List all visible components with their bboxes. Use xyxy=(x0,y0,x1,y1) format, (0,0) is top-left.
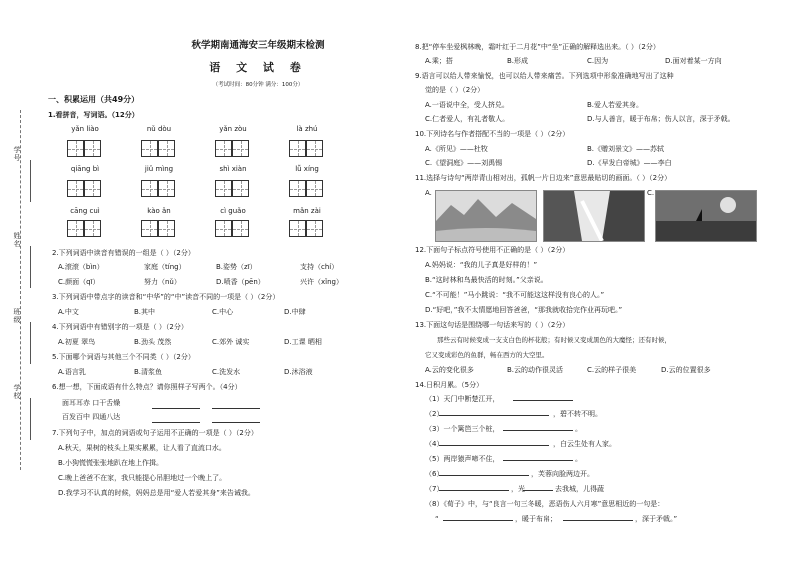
q3-option: C.中心 xyxy=(212,308,234,316)
q14-label: 14.日积月累。（5分） xyxy=(415,381,484,389)
writing-box[interactable] xyxy=(141,180,158,197)
section-heading: 一、积累运用（共49分） xyxy=(48,95,140,104)
q9-label: 9.语言可以给人带来愉悦，也可以给人带来痛苦。下列选项中形象准确地写出了这种 xyxy=(415,72,674,80)
q13-option: D.云的位置很多 xyxy=(661,366,711,374)
q5-label: 5.下面哪个词语与其他三个不同类（ ）（2分） xyxy=(52,353,195,361)
student-id-label: 学号 xyxy=(13,146,21,162)
q14-line: ，光 xyxy=(511,485,525,493)
writing-box[interactable] xyxy=(306,180,323,197)
q14-line: “ xyxy=(435,515,439,523)
q7-option: B.小狗慌慌张张地趴在地上作揖。 xyxy=(58,459,164,467)
writing-box[interactable] xyxy=(84,180,101,197)
q13-passage: 它又变成彩色的鱼群，畅在西方的大空里。 xyxy=(425,351,549,359)
writing-box[interactable] xyxy=(306,220,323,237)
q4-option: D.工课 晒相 xyxy=(284,338,322,346)
writing-box[interactable] xyxy=(67,140,84,157)
pinyin: là zhú xyxy=(296,125,318,133)
q14-line: 。 xyxy=(575,425,582,433)
q14-blank[interactable] xyxy=(563,520,633,521)
q9-option: B.爱人若爱其身。 xyxy=(587,101,644,109)
q8-option: A.乘；搭 xyxy=(425,57,453,65)
pinyin: kào ǎn xyxy=(147,207,171,215)
q14-line: 。 xyxy=(575,455,582,463)
q6-blank[interactable] xyxy=(212,416,260,423)
landscape-image-b[interactable] xyxy=(543,190,645,242)
q14-line: （8）《荀子》中，与“良言一句三冬暖，恶语伤人六月寒”意思相近的一句是： xyxy=(425,500,665,508)
q7-label: 7.下列句子中，加点的词语或句子运用不正确的一项是（ ）（2分） xyxy=(52,429,258,437)
writing-box[interactable] xyxy=(289,140,306,157)
q3-option: A.中文 xyxy=(58,308,79,316)
q2-option: 支持（chí） xyxy=(300,263,339,271)
fold-line xyxy=(20,110,21,470)
q2-option: 兴许（xǐng） xyxy=(300,278,343,286)
pinyin: nǔ dòu xyxy=(146,125,172,133)
writing-box[interactable] xyxy=(232,140,249,157)
q14-line: （1）天门中断楚江开， xyxy=(425,395,500,403)
q13-option: A.云的变化很多 xyxy=(425,366,474,374)
student-id-field[interactable] xyxy=(30,160,31,202)
q10-label: 10.下列诗名与作者搭配不当的一项是（ ）（2分） xyxy=(415,130,570,138)
q14-line: （6） xyxy=(425,470,444,478)
name-label: 姓名 xyxy=(13,232,21,248)
writing-box[interactable] xyxy=(158,140,175,157)
writing-box[interactable] xyxy=(215,180,232,197)
writing-box[interactable] xyxy=(141,140,158,157)
q7-option: D.我学习不认真的时候，妈妈总是用“爱人若爱其身”来告诫我。 xyxy=(58,489,255,497)
writing-box[interactable] xyxy=(215,220,232,237)
q6-blank[interactable] xyxy=(152,402,200,409)
q10-option: C.《望洞庭》——刘禹锡 xyxy=(425,159,503,167)
q8-label: 8.把“停车坐爱枫林晚，霜叶红于二月花”中“坐”正确的解释选出来。（ ）（2分） xyxy=(415,43,660,51)
q4-option: C.郊外 诚实 xyxy=(212,338,250,346)
q14-blank[interactable] xyxy=(439,490,509,491)
writing-box[interactable] xyxy=(232,180,249,197)
q11-label: 11.选择与诗句“两岸青山相对出，孤帆一片日边来”意思最贴切的画面。（ ）（2分） xyxy=(415,174,672,182)
q14-line: （4） xyxy=(425,440,444,448)
q13-option: C.云的样子很美 xyxy=(587,366,637,374)
writing-box[interactable] xyxy=(67,180,84,197)
exam-subtitle: 语 文 试 卷 xyxy=(209,61,307,74)
writing-box[interactable] xyxy=(84,140,101,157)
q2-option: B.姿势（zī） xyxy=(216,263,257,271)
pinyin: cì guǎo xyxy=(220,207,246,215)
writing-box[interactable] xyxy=(67,220,84,237)
q6-blank[interactable] xyxy=(152,416,200,423)
q8-option: D.面对着某一方向 xyxy=(665,57,722,65)
q12-option: C.“不可能！”马小跳说：“我不可能这这样没有良心的人。” xyxy=(425,291,605,299)
q10-option: D.《早发白帝城》——李白 xyxy=(587,159,672,167)
exam-info: （考试时间：80分钟 满分：100分） xyxy=(212,82,304,88)
q10-option: B.《赠刘景文》——苏轼 xyxy=(587,145,665,153)
q2-option: C.颜面（qī） xyxy=(58,278,100,286)
q13-option: B.云的动作很灵活 xyxy=(507,366,564,374)
writing-box[interactable] xyxy=(141,220,158,237)
q6-blank[interactable] xyxy=(212,402,260,409)
q4-option: A.初夏 翠鸟 xyxy=(58,338,96,346)
pinyin: mǎn zài xyxy=(293,207,321,215)
class-label: 班级 xyxy=(13,308,21,324)
landscape-image-c[interactable] xyxy=(655,190,757,242)
binding-margin xyxy=(0,0,42,561)
q5-option: A.语言乳 xyxy=(58,368,86,376)
q2-option: A.滚滚（bìn） xyxy=(58,263,104,271)
q1-label: 1.看拼音，写词语。（12分） xyxy=(48,111,139,119)
landscape-image-a[interactable] xyxy=(435,190,537,242)
writing-box[interactable] xyxy=(232,220,249,237)
q5-option: D.沐浴液 xyxy=(284,368,313,376)
writing-box[interactable] xyxy=(306,140,323,157)
q14-blank[interactable] xyxy=(523,490,553,491)
q14-line: （3）一个篱笆三个桩， xyxy=(425,425,500,433)
school-field[interactable] xyxy=(30,398,31,440)
pinyin: jiǔ mìng xyxy=(144,165,174,173)
q14-line: 去我城，儿得蔬 xyxy=(555,485,604,493)
q14-blank[interactable] xyxy=(439,415,549,416)
pinyin: shì xiàn xyxy=(219,165,247,173)
q2-option: D.喷香（pēn） xyxy=(216,278,265,286)
q14-blank[interactable] xyxy=(443,520,513,521)
q9-option: A.一语说中全，受人挤兑。 xyxy=(425,101,509,109)
q4-label: 4.下列词语中有错别字的一项是（ ）（2分） xyxy=(52,323,188,331)
q8-option: B.形成 xyxy=(507,57,529,65)
pinyin: yǎn liào xyxy=(71,125,99,133)
q14-blank[interactable] xyxy=(439,445,549,446)
q6-example: 面耳耳赤 口干舌燥 xyxy=(62,399,121,407)
q14-blank[interactable] xyxy=(503,460,573,461)
q12-label: 12.下面句子标点符号使用不正确的是（ ）（2分） xyxy=(415,246,570,254)
class-field[interactable] xyxy=(30,322,31,364)
q7-option: A.秋天，果树的枝头上果实累累，让人看了直流口水。 xyxy=(58,444,226,452)
pinyin: qiāng bì xyxy=(70,165,100,173)
q14-line: ，暖于布帛； xyxy=(515,515,557,523)
q12-option: D.“好吧，”我不太情愿地回答爸爸，“那我就收拾完作业再玩吧。” xyxy=(425,306,623,314)
q6-example: 百发百中 四通八达 xyxy=(62,413,121,421)
q3-label: 3.下列词语中带点字的读音和“中华”的“中”读音不同的一项是（ ）（2分） xyxy=(52,293,280,301)
writing-box[interactable] xyxy=(84,220,101,237)
q2-option: 家庭（tíng） xyxy=(144,263,186,271)
exam-title: 秋学期南通海安三年级期末检测 xyxy=(191,40,325,51)
q14-line: ，深于矛戟。” xyxy=(635,515,678,523)
writing-box[interactable] xyxy=(215,140,232,157)
q14-line: （5）两岸猿声啼不住， xyxy=(425,455,500,463)
q2-option: 努力（nǔ） xyxy=(144,278,181,286)
q4-option: B.劲头 茂然 xyxy=(134,338,172,346)
writing-box[interactable] xyxy=(289,220,306,237)
q2-label: 2.下列词语中读音有错误的一组是（ ）（2分） xyxy=(52,249,195,257)
q14-line: （2） xyxy=(425,410,444,418)
q13-label: 13.下面这句话是围绕哪一句话来写的（ ）（2分） xyxy=(415,321,570,329)
writing-box[interactable] xyxy=(158,180,175,197)
q11-option-label: C. xyxy=(647,189,655,197)
pinyin: cāng cuì xyxy=(70,207,100,215)
writing-box[interactable] xyxy=(158,220,175,237)
writing-box[interactable] xyxy=(289,180,306,197)
q12-option: A.妈妈说：“我的儿子真是好样的！” xyxy=(425,261,538,269)
q7-option: C.晚上爸爸不在家，我只能提心吊胆地过一个晚上了。 xyxy=(58,474,227,482)
q14-line: ，碧不转不明。 xyxy=(553,410,602,418)
pinyin: yǎn zòu xyxy=(219,125,247,133)
q5-option: B.清浆鱼 xyxy=(134,368,163,376)
q8-option: C.因为 xyxy=(587,57,609,65)
q13-passage: 那些云有时候变成一支支白色的杯花般；有时候又变成黑色的大魔怪；还有时候， xyxy=(437,336,671,344)
q9-label-cont: 觉的是（ ）（2分） xyxy=(425,86,485,94)
pinyin: lǚ xíng xyxy=(295,165,319,173)
q12-option: B.“这时林和鸟最快活的时刻。”父亲说。 xyxy=(425,276,548,284)
q14-blank[interactable] xyxy=(503,430,573,431)
q14-blank[interactable] xyxy=(513,400,573,401)
q5-option: C.洗发水 xyxy=(212,368,241,376)
q3-option: B.其中 xyxy=(134,308,156,316)
school-label: 学校 xyxy=(13,384,21,400)
q14-line: ，芙蓉向脸两边开。 xyxy=(531,470,594,478)
name-field[interactable] xyxy=(30,246,31,288)
q10-option: A.《所见》——杜牧 xyxy=(425,145,488,153)
q9-option: C.仁者爱人，有礼者敬人。 xyxy=(425,115,510,123)
q14-blank[interactable] xyxy=(439,475,529,476)
q11-option-label: A. xyxy=(425,189,432,197)
q14-line: ，白云生处有人家。 xyxy=(553,440,616,448)
q3-option: D.中肆 xyxy=(284,308,306,316)
q6-label: 6.想一想，下面成语有什么特点？请你照样子写两个。（4分） xyxy=(52,383,242,391)
q9-option: D.与人善言，暖于布帛；伤人以言，深于矛戟。 xyxy=(587,115,735,123)
q14-line: （7） xyxy=(425,485,444,493)
